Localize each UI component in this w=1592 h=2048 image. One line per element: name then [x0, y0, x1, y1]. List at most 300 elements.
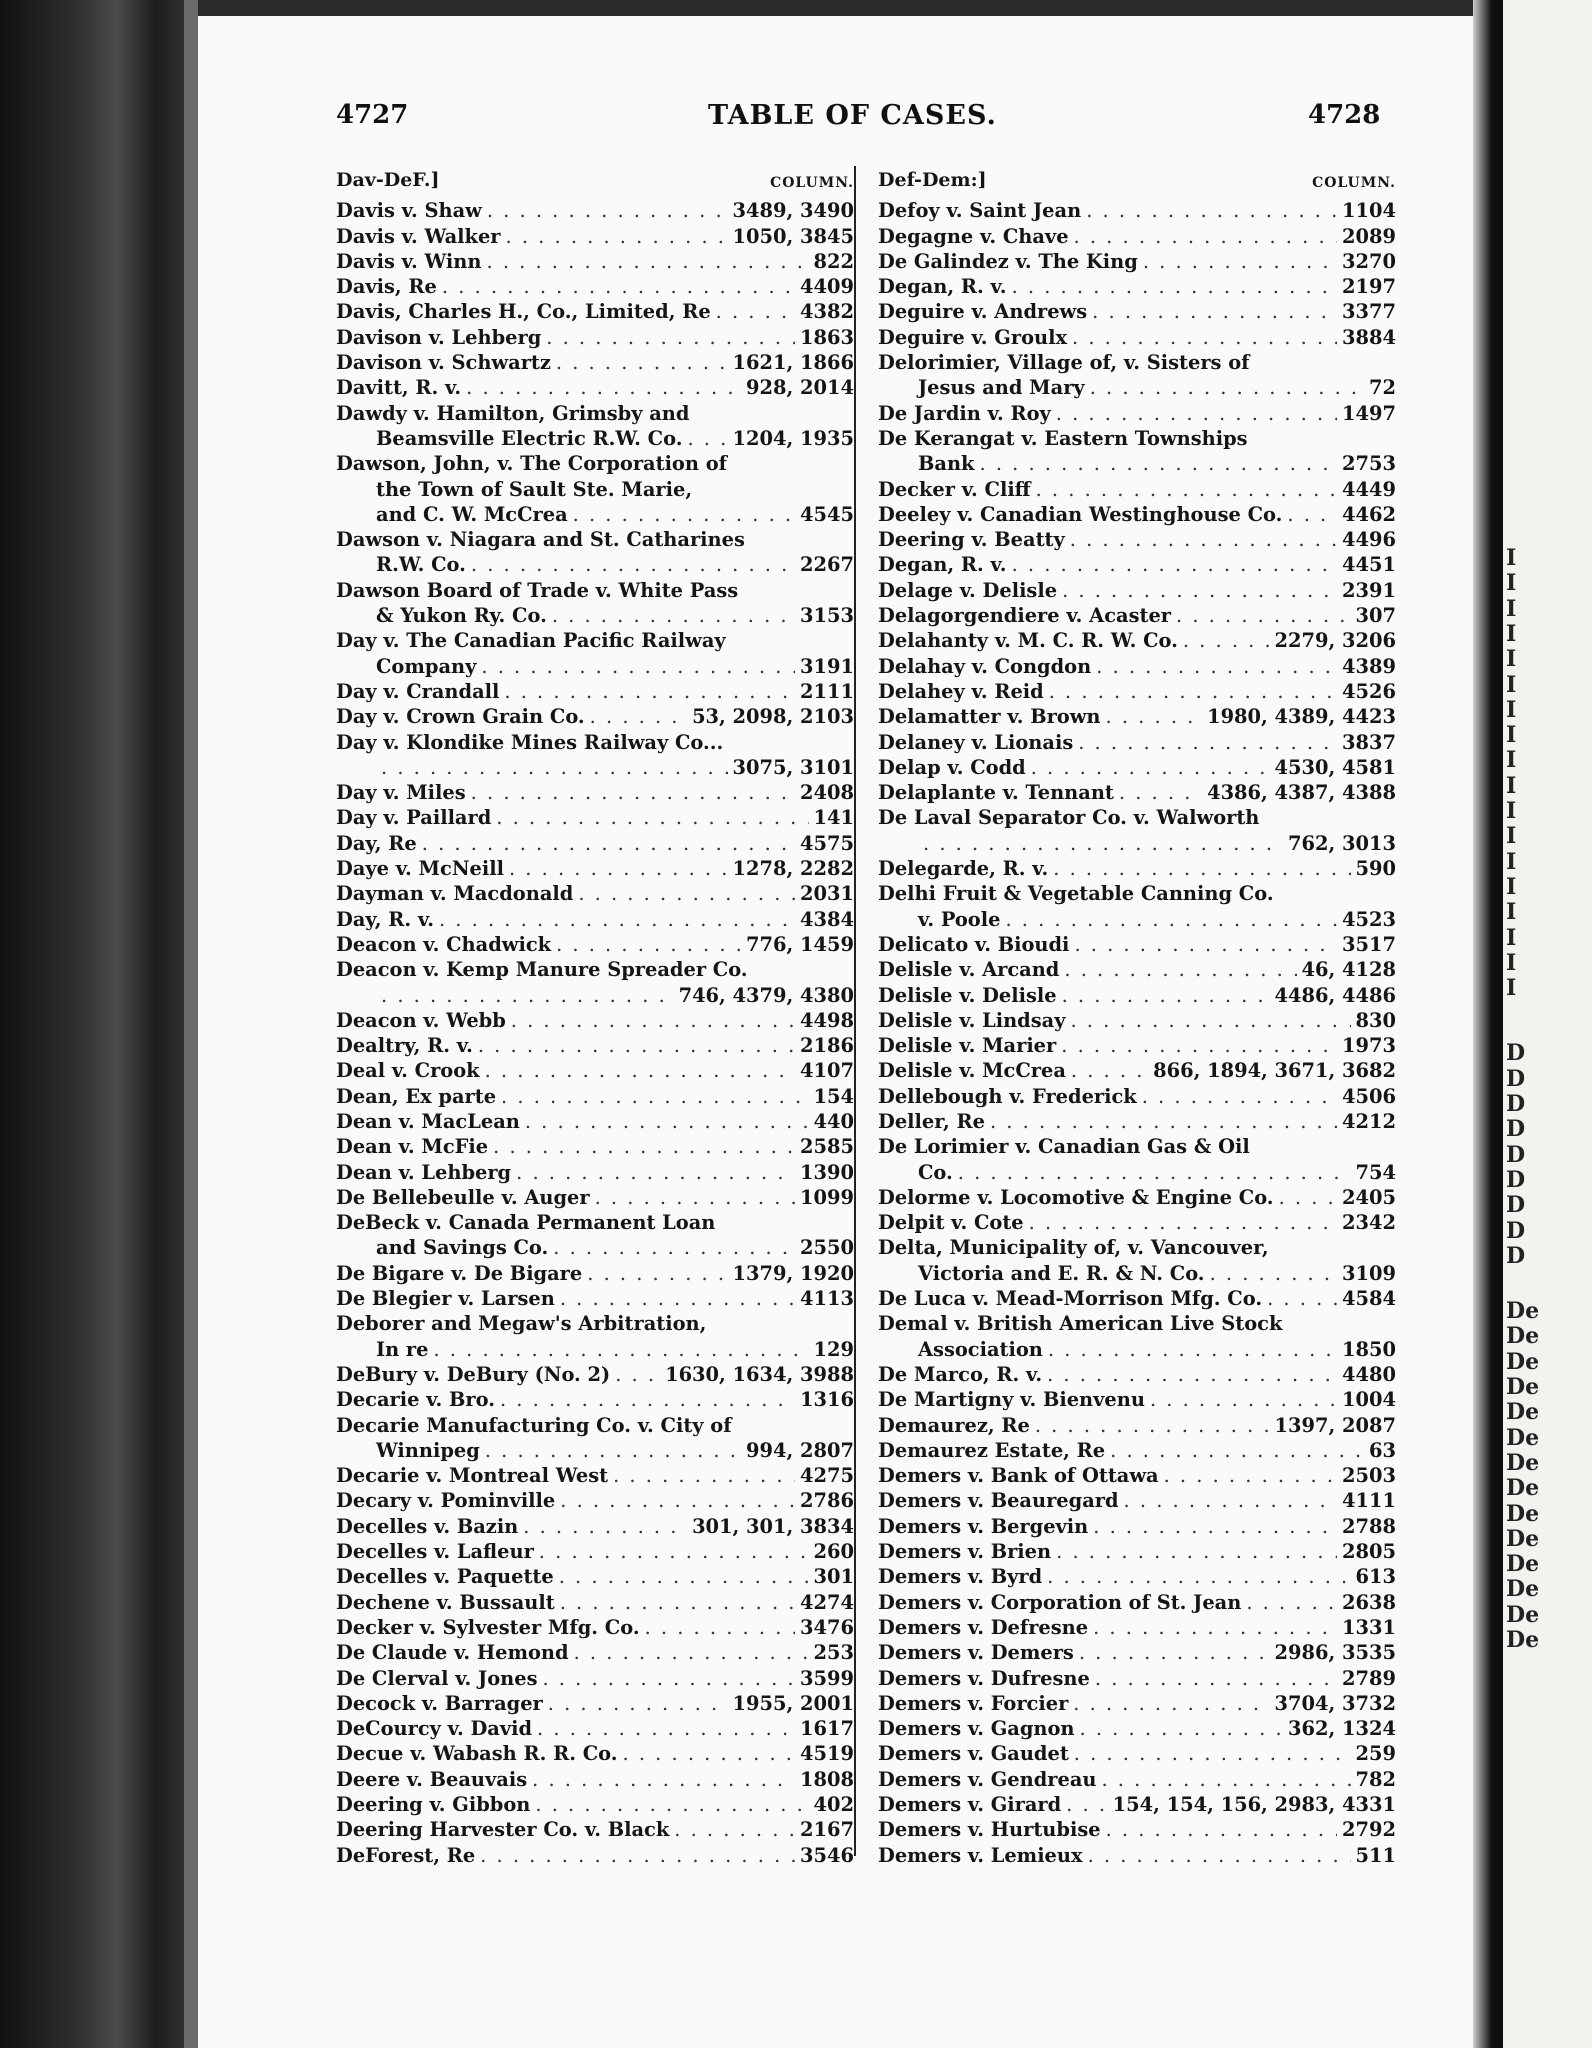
dot-leader	[1047, 1362, 1337, 1387]
case-title-line	[336, 299, 854, 324]
facing-page-letter: I	[1506, 848, 1517, 875]
case-entry	[336, 451, 854, 527]
dot-leader	[990, 1109, 1337, 1134]
case-name-text: Beamsville Electric R.W. Co.	[376, 426, 683, 450]
case-title-line	[336, 375, 854, 400]
column-reference: 4111	[1342, 1489, 1396, 1513]
case-continuation-line	[336, 983, 854, 1008]
case-name-text: Deacon v. Chadwick	[336, 932, 552, 956]
case-name-text: Co.	[918, 1160, 953, 1184]
column-reference: 307	[1355, 604, 1396, 628]
case-continuation-line	[878, 1337, 1396, 1362]
column-reference: 3270	[1342, 249, 1396, 273]
case-title-line	[878, 1134, 1396, 1159]
case-name-text: Company	[376, 654, 477, 678]
case-entry	[878, 628, 1396, 653]
left-column-range: Dav-DeF.]	[336, 169, 440, 191]
case-name-text: De Bigare v. De Bigare	[336, 1261, 583, 1285]
dot-leader	[523, 1514, 687, 1539]
column-reference: 2986, 3535	[1274, 1641, 1396, 1665]
case-entry	[336, 1033, 854, 1058]
column-reference: 866, 1894, 3671, 3682	[1153, 1059, 1396, 1083]
case-entry	[336, 1185, 854, 1210]
case-title-line	[878, 325, 1396, 350]
case-title-line	[878, 679, 1396, 704]
dot-leader	[556, 932, 741, 957]
case-entry	[878, 780, 1396, 805]
case-entry	[336, 350, 854, 375]
dot-leader	[1164, 1463, 1337, 1488]
dot-leader	[1073, 1691, 1269, 1716]
case-entry	[878, 957, 1396, 982]
dot-leader	[511, 1008, 795, 1033]
case-entry	[878, 1109, 1396, 1134]
column-reference: 1863	[800, 325, 854, 349]
dot-leader	[542, 1666, 795, 1691]
case-name-text: Deller, Re	[878, 1109, 985, 1133]
column-reference: 830	[1355, 1008, 1396, 1032]
case-entry	[878, 1514, 1396, 1539]
column-reference: 402	[813, 1793, 854, 1816]
case-entry	[336, 679, 854, 704]
left-entry-list	[336, 198, 854, 1868]
case-entry	[336, 856, 854, 881]
case-title-line	[878, 350, 1396, 375]
case-title-line	[878, 1235, 1396, 1260]
case-entry	[336, 249, 854, 274]
case-name-text: Delisle v. McCrea	[878, 1059, 1066, 1083]
column-reference: 2167	[800, 1818, 854, 1842]
dot-leader	[1267, 1286, 1337, 1311]
case-continuation-line	[878, 375, 1396, 400]
column-reference: 1973	[1342, 1034, 1396, 1058]
case-continuation-line	[336, 502, 854, 527]
case-name-text: Davitt, R. v.	[336, 376, 462, 400]
dot-leader	[1029, 1210, 1337, 1235]
column-reference: 4486, 4486	[1274, 983, 1396, 1007]
column-reference: 2585	[800, 1135, 854, 1159]
case-title-line	[336, 1691, 854, 1716]
case-entry	[336, 224, 854, 249]
case-entry	[878, 1286, 1396, 1311]
case-name-text: De Blegier v. Larsen	[336, 1287, 555, 1311]
case-title-line	[336, 401, 854, 426]
dot-leader	[559, 1564, 809, 1589]
column-reference: 1050, 3845	[732, 224, 854, 248]
case-name-text: Day v. Klondike Mines Railway Co...	[336, 730, 724, 754]
dot-leader	[687, 426, 727, 451]
dot-leader	[923, 831, 1283, 856]
dot-leader	[1101, 1767, 1350, 1792]
dot-leader	[1048, 1337, 1337, 1362]
case-title-line	[336, 1463, 854, 1488]
left-column-label: COLUMN.	[770, 175, 854, 191]
column-reference: 2408	[800, 781, 854, 805]
dot-leader	[1086, 198, 1337, 223]
dot-leader	[433, 1337, 808, 1362]
facing-page-letter: De	[1506, 1500, 1540, 1527]
case-title-line	[336, 957, 854, 982]
dot-leader	[381, 755, 728, 780]
case-name-text: Delisle v. Marier	[878, 1034, 1057, 1058]
case-entry	[336, 1564, 854, 1589]
column-reference: 4389	[1342, 654, 1396, 678]
case-title-line	[878, 426, 1396, 451]
case-entry	[336, 1084, 854, 1109]
dot-leader	[590, 704, 687, 729]
case-title-line	[878, 704, 1396, 729]
facing-page-letter: De	[1506, 1323, 1540, 1350]
dot-leader	[1143, 249, 1337, 274]
case-title-line	[336, 1666, 854, 1691]
case-name-text: Delamatter v. Brown	[878, 705, 1101, 729]
facing-page-letter: D	[1506, 1116, 1526, 1143]
case-name-text: v. Poole	[918, 907, 1001, 931]
facing-page-letter: D	[1506, 1065, 1526, 1092]
dot-leader	[1070, 527, 1337, 552]
facing-page-letter: I	[1506, 646, 1517, 673]
case-name-text: Davis v. Shaw	[336, 199, 482, 223]
case-name-text: Demers v. Hurtubise	[878, 1818, 1101, 1842]
case-title-line	[878, 1185, 1396, 1210]
dot-leader	[1066, 1792, 1107, 1817]
page-edge	[184, 0, 198, 2048]
dot-leader	[1092, 299, 1337, 324]
facing-page-letter: De	[1506, 1475, 1540, 1502]
case-entry	[336, 1767, 854, 1792]
facing-page-letter: I	[1506, 798, 1517, 824]
case-entry	[878, 1716, 1396, 1741]
column-reference: 1497	[1342, 401, 1396, 425]
facing-page-letter: D	[1506, 1141, 1526, 1168]
case-name-text: Association	[918, 1337, 1043, 1361]
column-reference: 3153	[800, 604, 854, 628]
column-reference: 822	[813, 249, 854, 273]
book-spine	[0, 0, 195, 2048]
column-reference: 1099	[800, 1185, 854, 1209]
case-name-text: Deeley v. Canadian Westinghouse Co.	[878, 502, 1283, 526]
case-title-line	[336, 1008, 854, 1033]
case-name-text: Delta, Municipality of, v. Vancouver,	[878, 1236, 1269, 1260]
case-name-text: In re	[376, 1337, 429, 1361]
case-name-text: Degan, R. v.	[878, 275, 1007, 299]
facing-page-letter: I	[1506, 873, 1517, 900]
case-continuation-line	[336, 426, 854, 451]
facing-page-letter: De	[1506, 1424, 1540, 1451]
case-title-line	[878, 1286, 1396, 1311]
case-title-line	[878, 1058, 1396, 1083]
case-title-line	[878, 1311, 1396, 1336]
case-entry	[336, 299, 854, 324]
case-name-text: Deering v. Gibbon	[336, 1793, 531, 1816]
case-title-line	[336, 1109, 854, 1134]
facing-page-letter: I	[1506, 823, 1517, 850]
column-reference: 253	[813, 1641, 854, 1665]
case-title-line	[336, 198, 854, 223]
case-name-text: Day v. Crown Grain Co.	[336, 705, 585, 729]
dot-leader	[1074, 932, 1337, 957]
case-name-text: Delicato v. Bioudi	[878, 932, 1070, 956]
case-entry	[878, 1311, 1396, 1362]
dot-leader	[1012, 274, 1337, 299]
case-entry	[336, 1590, 854, 1615]
dot-leader	[546, 325, 795, 350]
case-name-text: Demers v. Corporation of St. Jean	[878, 1590, 1242, 1614]
case-name-text: DeCourcy v. David	[336, 1717, 533, 1741]
case-title-line	[336, 325, 854, 350]
column-reference: 3191	[800, 654, 854, 678]
dot-leader	[560, 1286, 795, 1311]
case-name-text: Dawson Board of Trade v. White Pass	[336, 578, 739, 602]
column-reference: 746, 4379, 4380	[678, 983, 854, 1007]
column-reference: 1621, 1866	[732, 351, 854, 375]
case-title-line	[336, 1716, 854, 1741]
case-title-line	[336, 907, 854, 932]
column-reference: 4519	[800, 1742, 854, 1766]
case-name-text: Winnipeg	[376, 1438, 480, 1462]
column-reference: 4107	[800, 1059, 854, 1083]
facing-page-letter: I	[1506, 570, 1517, 597]
case-entry	[878, 350, 1396, 401]
dot-leader	[471, 552, 795, 577]
column-reference: 2111	[800, 679, 854, 703]
column-reference: 1379, 1920	[732, 1261, 854, 1285]
case-name-text: Decarie v. Bro.	[336, 1388, 495, 1412]
case-title-line	[878, 1741, 1396, 1766]
case-name-text: Delahay v. Congdon	[878, 654, 1092, 678]
case-title-line	[878, 957, 1396, 982]
column-reference: 1617	[800, 1717, 854, 1741]
case-name-text: DeBeck v. Canada Permanent Loan	[336, 1211, 716, 1235]
column-reference: 4274	[800, 1590, 854, 1614]
dot-leader	[1119, 780, 1202, 805]
dot-leader	[1210, 1261, 1337, 1286]
column-reference: 776, 1459	[746, 932, 854, 956]
case-name-text: Demers v. Defresne	[878, 1615, 1089, 1639]
dot-leader	[1246, 1590, 1337, 1615]
case-entry	[878, 603, 1396, 628]
column-reference: 4575	[800, 831, 854, 855]
case-name-text: Demaurez, Re	[878, 1413, 1030, 1437]
case-entry	[878, 198, 1396, 223]
dot-leader	[1062, 983, 1270, 1008]
case-name-text: Dellebough v. Frederick	[878, 1084, 1137, 1108]
case-name-text: Dawson v. Niagara and St. Catharines	[336, 528, 745, 552]
case-name-text: Decker v. Cliff	[878, 477, 1031, 501]
case-entry	[878, 249, 1396, 274]
case-entry	[878, 654, 1396, 679]
case-title-line	[878, 527, 1396, 552]
case-continuation-line	[878, 831, 1396, 856]
case-entry	[878, 1843, 1396, 1868]
dot-leader	[560, 1590, 795, 1615]
case-continuation-line	[336, 603, 854, 628]
case-name-text: Dealtry, R. v.	[336, 1034, 473, 1058]
column-reference: 2267	[800, 553, 854, 577]
case-entry	[336, 1691, 854, 1716]
dot-leader	[1142, 1084, 1337, 1109]
case-continuation-line	[336, 654, 854, 679]
case-continuation-line	[336, 552, 854, 577]
case-name-text: Demers v. Lemieux	[878, 1843, 1083, 1867]
case-entry	[336, 704, 854, 729]
case-name-text: Delahanty v. M. C. R. W. Co.	[878, 629, 1178, 653]
case-title-line	[878, 1362, 1396, 1387]
case-title-line	[336, 730, 854, 755]
case-continuation-line	[878, 1261, 1396, 1286]
case-name-text: Delage v. Delisle	[878, 578, 1058, 602]
case-name-text: Demaurez Estate, Re	[878, 1438, 1106, 1462]
facing-page-letter: D	[1506, 1217, 1526, 1244]
case-name-text: Delegarde, R. v.	[878, 857, 1049, 881]
case-entry	[878, 1640, 1396, 1665]
case-name-text: De Marco, R. v.	[878, 1362, 1043, 1386]
dot-leader	[552, 603, 795, 628]
case-name-text: Dayman v. Macdonald	[336, 882, 574, 906]
column-reference: 141	[813, 806, 854, 830]
case-entry	[336, 1362, 854, 1387]
case-name-text: Davis v. Winn	[336, 249, 482, 273]
case-title-line	[878, 224, 1396, 249]
case-title-line	[878, 654, 1396, 679]
case-title-line	[878, 198, 1396, 223]
case-entry	[336, 1514, 854, 1539]
case-name-text: Deere v. Beauvais	[336, 1767, 528, 1791]
dot-leader	[716, 299, 795, 324]
case-name-text: Delagorgendiere v. Acaster	[878, 604, 1172, 628]
case-entry	[878, 502, 1396, 527]
column-reference: 4526	[1342, 679, 1396, 703]
case-title-line	[878, 502, 1396, 527]
facing-page-letter: I	[1506, 924, 1517, 951]
case-name-text: Decary v. Pominville	[336, 1489, 556, 1513]
case-name-text: De Claude v. Hemond	[336, 1641, 569, 1665]
dot-leader	[1088, 1843, 1351, 1868]
dot-leader	[1035, 1413, 1270, 1438]
case-title-line	[336, 1084, 854, 1109]
column-reference: 1104	[1342, 199, 1396, 223]
case-title-line	[878, 1640, 1396, 1665]
case-entry	[878, 856, 1396, 881]
column-reference: 2197	[1342, 275, 1396, 299]
facing-page-letter: I	[1506, 747, 1517, 774]
case-name-text: Dean, Ex parte	[336, 1084, 497, 1108]
case-entry	[336, 1210, 854, 1261]
case-title-line	[336, 856, 854, 881]
case-title-line	[878, 1514, 1396, 1539]
case-title-line	[336, 1311, 854, 1336]
case-name-text: Deguire v. Groulx	[878, 325, 1068, 349]
case-name-text: Delahey v. Reid	[878, 679, 1044, 703]
case-name-text: Decker v. Sylvester Mfg. Co.	[336, 1615, 640, 1639]
column-reference: 440	[813, 1109, 854, 1133]
case-name-text: Decelles v. Lafleur	[336, 1540, 534, 1564]
case-name-text: Delaplante v. Tennant	[878, 781, 1114, 805]
case-name-text: De Jardin v. Roy	[878, 401, 1051, 425]
column-reference: 3489, 3490	[732, 199, 854, 223]
dot-leader	[1074, 1741, 1351, 1766]
case-title-line	[878, 249, 1396, 274]
dot-leader	[525, 1109, 809, 1134]
dot-leader	[1070, 1008, 1350, 1033]
dot-leader	[381, 983, 674, 1008]
column-reference: 1955, 2001	[732, 1691, 854, 1715]
dot-leader	[623, 1741, 796, 1766]
case-name-text: Demers v. Girard	[878, 1793, 1062, 1816]
column-reference: 2186	[800, 1034, 854, 1058]
case-entry	[336, 1488, 854, 1513]
case-name-text: Deacon v. Kemp Manure Spreader Co.	[336, 958, 748, 982]
case-entry	[336, 1058, 854, 1083]
case-name-text: DeForest, Re	[336, 1843, 476, 1867]
column-reference: 2342	[1342, 1211, 1396, 1235]
column-reference: 754	[1355, 1160, 1396, 1184]
case-name-text: Decarie Manufacturing Co. v. City of	[336, 1413, 732, 1437]
dot-leader	[1110, 1438, 1364, 1463]
right-column	[878, 168, 1396, 1868]
case-name-text: Deborer and Megaw's Arbitration,	[336, 1312, 707, 1336]
dot-leader	[439, 907, 795, 932]
dot-leader	[493, 1134, 795, 1159]
case-title-line	[878, 552, 1396, 577]
column-reference: 154	[813, 1084, 854, 1108]
dot-leader	[1176, 603, 1351, 628]
case-title-line	[878, 1691, 1396, 1716]
case-entry	[878, 1362, 1396, 1387]
case-title-line	[878, 856, 1396, 881]
case-name-text: Delorimier, Village of, v. Sisters of	[878, 351, 1250, 375]
column-reference: 4462	[1342, 502, 1396, 526]
dot-leader	[532, 1767, 795, 1792]
case-title-line	[878, 1438, 1396, 1463]
case-entry	[878, 1235, 1396, 1286]
case-title-line	[336, 1286, 854, 1311]
case-title-line	[878, 1387, 1396, 1412]
case-entry	[336, 831, 854, 856]
facing-page-letter: De	[1506, 1627, 1540, 1653]
case-entry	[878, 730, 1396, 755]
dot-leader	[487, 198, 728, 223]
case-entry	[336, 1817, 854, 1842]
case-title-line	[878, 983, 1396, 1008]
case-title-line	[336, 780, 854, 805]
case-entry	[336, 1716, 854, 1741]
dot-leader	[496, 805, 808, 830]
column-reference: 154, 154, 156, 2983, 4331	[1112, 1793, 1396, 1816]
case-entry	[878, 477, 1396, 502]
dot-leader	[1079, 1640, 1270, 1665]
facing-page-letter: D	[1506, 1091, 1526, 1117]
case-entry	[336, 1109, 854, 1134]
facing-page-letter: D	[1506, 1166, 1526, 1193]
case-entry	[878, 527, 1396, 552]
case-name-text: Delap v. Codd	[878, 755, 1026, 779]
case-title-line	[336, 249, 854, 274]
column-reference: 1316	[800, 1388, 854, 1412]
dot-leader	[1279, 1185, 1337, 1210]
column-reference: 2405	[1342, 1185, 1396, 1209]
case-entry	[878, 401, 1396, 426]
dot-leader	[535, 1792, 808, 1817]
column-reference: 1390	[800, 1160, 854, 1184]
case-title-line	[336, 1539, 854, 1564]
case-title-line	[336, 1640, 854, 1665]
facing-page-letter: D	[1506, 1040, 1526, 1067]
column-reference: 4449	[1342, 477, 1396, 501]
case-entry	[336, 1311, 854, 1362]
dot-leader	[1064, 957, 1296, 982]
case-name-text: Demers v. Byrd	[878, 1565, 1043, 1589]
